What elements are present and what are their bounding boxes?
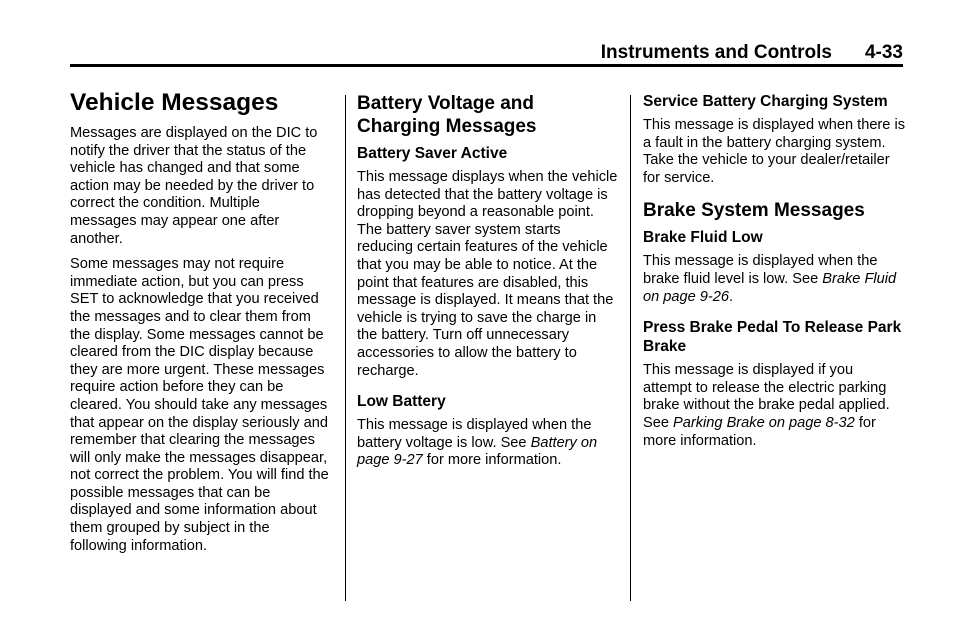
brake-messages-heading: Brake System Messages	[643, 200, 865, 222]
paragraph: This message is displayed if you attempt to release the electric parking brake without the brake pedal applied. See Parking Brake on page 8‑32 for more information.	[643, 362, 890, 449]
column-3	[643, 92, 905, 458]
parking-brake-reference: Parking Brake on page 8‑32	[673, 414, 855, 431]
header-rule	[70, 64, 903, 67]
battery-reference: Battery on page 9‑27	[357, 434, 598, 469]
section-title: Instruments and Controls	[600, 42, 832, 63]
vehicle-messages-heading: Vehicle Messages	[70, 89, 279, 116]
page-number: 4-33	[864, 42, 903, 63]
paragraph: This message is displayed when there is a fault in the battery charging system. Take the vehicle to your dealer/retailer for service.	[643, 117, 906, 186]
column-divider	[630, 95, 631, 601]
low-battery-heading: Low Battery	[357, 393, 446, 411]
paragraph: This message is displayed when the brake fluid level is low. See Brake Fluid on page 9‑26.	[643, 253, 897, 305]
page-header	[70, 38, 903, 64]
battery-saver-heading: Battery Saver Active	[357, 145, 508, 162]
service-battery-heading: Service Battery Charging System	[643, 93, 888, 110]
paragraph: This message is displayed when the battery voltage is low. See Battery on page 9‑27 for more information.	[357, 417, 598, 469]
paragraph: Messages are displayed on the DIC to notify the driver that the status of the vehicle has changed and that some action may be needed by the driver to correct the condition. Multiple messages may appear one after another.	[70, 125, 318, 247]
column-divider	[345, 95, 346, 601]
brake-fluid-reference: Brake Fluid on page 9‑26	[643, 270, 897, 305]
brake-fluid-heading: Brake Fluid Low	[643, 229, 763, 247]
paragraph: Some messages may not require immediate action, but you can press SET to acknowledge that you received the messages and to clear them from the display. Some messages cannot be cleared from the DIC display because they are more urgent. These messages require action before they can be cleared. You should take any messages that appear on the display seriously and remember that clearing the messages will only make the messages disappear, not correct the problem. You will find the possible messages that can be displayed and some information about them grouped by subject in the following information.	[70, 256, 329, 554]
press-brake-pedal-heading: Press Brake Pedal To Release Park Brake	[643, 319, 902, 356]
column-2	[357, 92, 619, 478]
paragraph: This message displays when the vehicle has detected that the battery voltage is dropping beyond a reasonable point. The battery saver system starts reducing certain features of the vehicle that you may be able to notice. At the point that features are disabled, this message is displayed. It means that the vehicle is trying to save the charge in the battery. Turn off unnecessary accessories to allow the battery to recharge.	[357, 169, 618, 379]
column-1	[70, 87, 330, 563]
battery-messages-heading: Battery Voltage and Charging Messages	[357, 93, 537, 137]
